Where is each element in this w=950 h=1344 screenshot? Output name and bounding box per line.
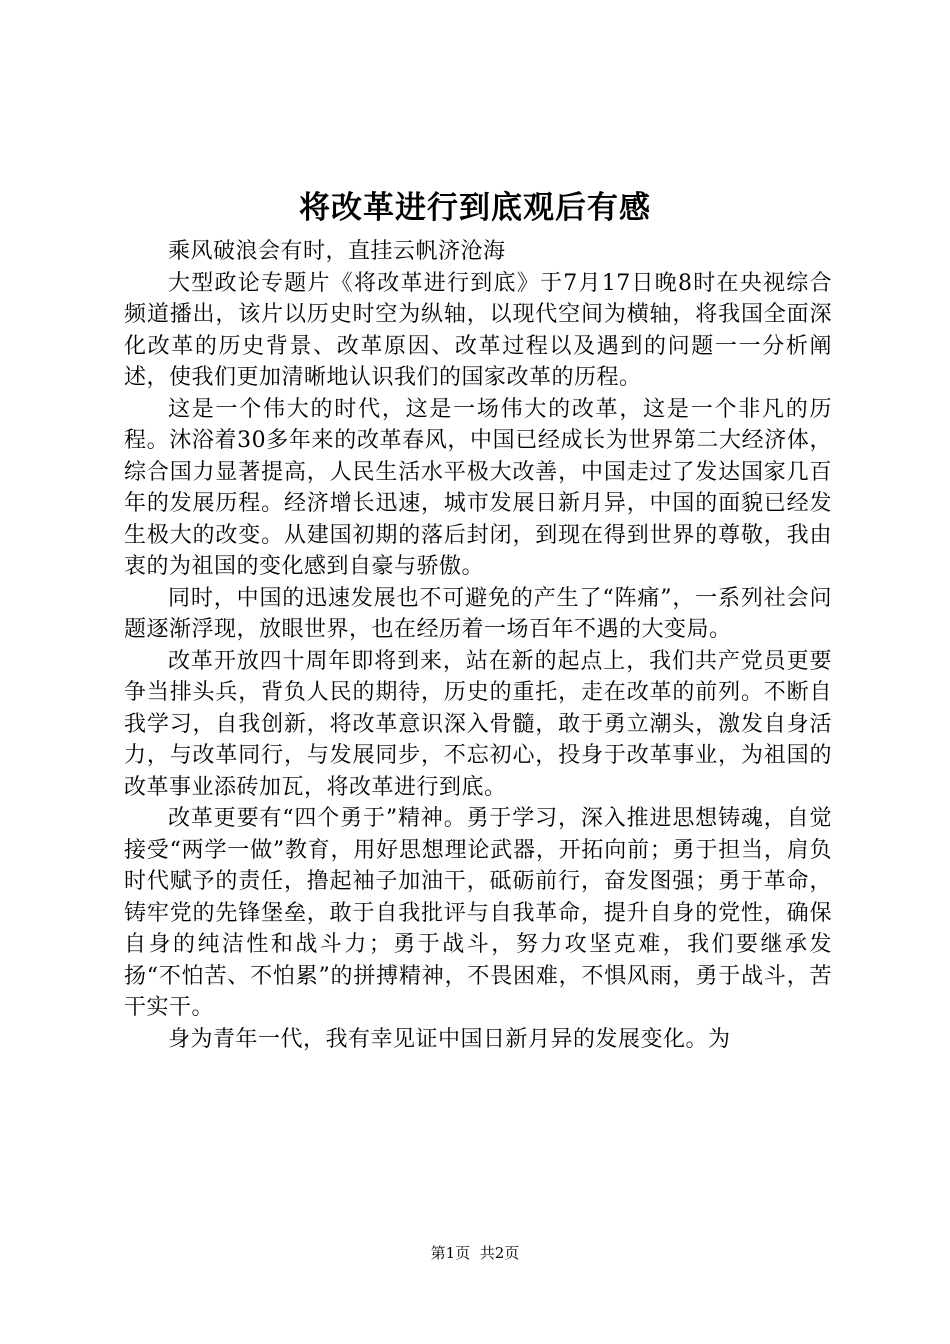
page-footer	[0, 1243, 950, 1263]
document-body	[124, 236, 832, 1055]
paragraph-subtitle: 乘风破浪会有时，直挂云帆济沧海	[168, 239, 506, 264]
footer-separator	[470, 1244, 480, 1262]
document-title: 将改革进行到底观后有感	[299, 190, 651, 226]
paragraph: 改革更要有“四个勇于”精神。勇于学习，深入推进思想铸魂，自觉接受“两学一做”教育，用好思想理论武器，开拓向前；勇于担当，肩负时代赋予的责任，撸起袖子加油干，砥砺前行，奋发图强；勇于革命，铸牢党的先锋堡垒，敢于自我批评与自我革命，提升自身的党性，确保自身的纯洁性和战斗力；勇于战斗，努力攻坚克难，我们要继承发扬“不怕苦、不怕累”的拼搏精神，不畏困难，不惧风雨，勇于战斗，苦干实干。	[124, 806, 832, 1020]
page-number-current: 第1页	[430, 1244, 471, 1262]
paragraph: 大型政论专题片《将改革进行到底》于7月17日晚8时在央视综合频道播出，该片以历史时空为纵轴，以现代空间为横轴，将我国全面深化改革的历史背景、改革原因、改革过程以及遇到的问题一一分析阐述，使我们更加清晰地认识我们的国家改革的历程。	[124, 270, 832, 390]
paragraph: 同时，中国的迅速发展也不可避免的产生了“阵痛”，一系列社会问题逐渐浮现，放眼世界，也在经历着一场百年不遇的大变局。	[124, 585, 832, 642]
paragraph: 身为青年一代，我有幸见证中国日新月异的发展变化。为	[168, 1026, 731, 1052]
paragraph: 这是一个伟大的时代，这是一场伟大的改革，这是一个非凡的历程。沐浴着30多年来的改革春风，中国已经成长为世界第二大经济体，综合国力显著提高，人民生活水平极大改善，中国走过了发达国家几百年的发展历程。经济增长迅速，城市发展日新月异，中国的面貌已经发生极大的改变。从建国初期的落后封闭，到现在得到世界的尊敬，我由衷的为祖国的变化感到自豪与骄傲。	[124, 396, 832, 579]
page-number-total: 共2页	[479, 1244, 520, 1262]
paragraph: 改革开放四十周年即将到来，站在新的起点上，我们共产党员更要争当排头兵，背负人民的期待，历史的重托，走在改革的前列。不断自我学习，自我创新，将改革意识深入骨髓，敢于勇立潮头，激发自身活力，与改革同行，与发展同步，不忘初心，投身于改革事业，为祖国的改革事业添砖加瓦，将改革进行到底。	[124, 648, 832, 800]
